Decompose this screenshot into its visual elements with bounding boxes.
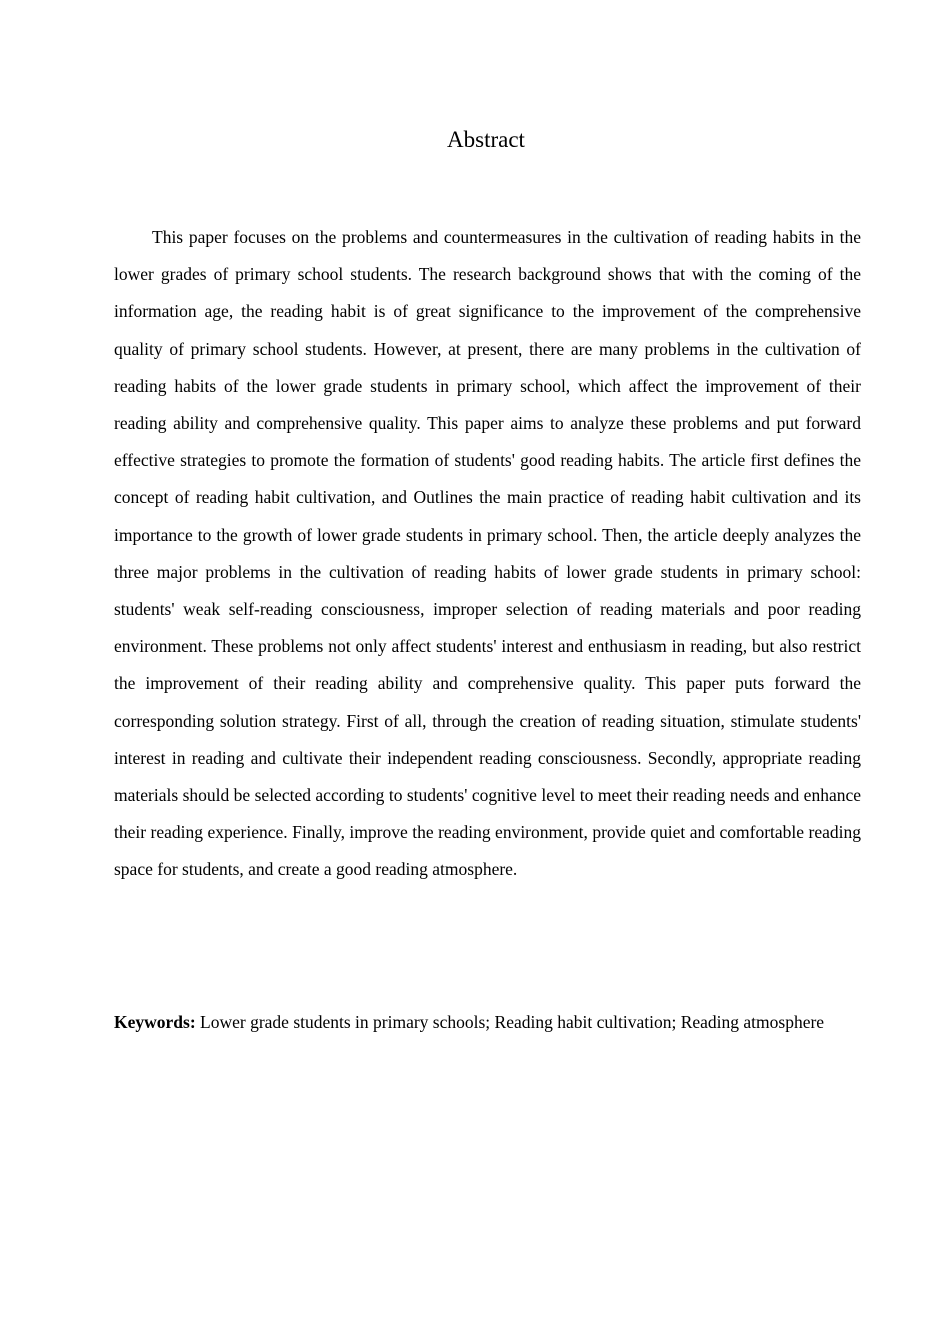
keywords-text: Lower grade students in primary schools; Reading habit cultivation; Reading atmosphere xyxy=(200,1012,825,1032)
abstract-paragraph: This paper focuses on the problems and countermeasures in the cultivation of reading habits in the lower grades of primary school students. The research background shows that with the coming of the information age, the reading habit is of great significance to the improvement of the comprehensive quality of primary school students. However, at present, there are many problems in the cultivation of reading habits of the lower grade students in primary school, which affect the improvement of their reading ability and comprehensive quality. This paper aims to analyze these problems and put forward effective strategies to promote the formation of students' good reading habits. The article first defines the concept of reading habit cultivation, and Outlines the main practice of reading habit cultivation and its importance to the growth of lower grade students in primary school. Then, the article deeply analyzes the three major problems in the cultivation of reading habits of lower grade students in primary school: students' weak self-reading consciousness, improper selection of reading materials and poor reading environment. These problems not only affect students' interest and enthusiasm in reading, but also restrict the improvement of their reading ability and comprehensive quality. This paper puts forward the corresponding solution strategy. First of all, through the creation of reading situation, stimulate students' interest in reading and cultivate their independent reading consciousness. Secondly, appropriate reading materials should be selected according to students' cognitive level to meet their reading needs and enhance their reading experience. Finally, improve the reading environment, provide quiet and comfortable reading space for students, and create a good reading atmosphere. xyxy=(114,227,861,880)
keywords-label: Keywords: xyxy=(114,1012,196,1032)
page-title: Abstract xyxy=(447,127,525,152)
keywords-line xyxy=(114,1005,859,1040)
